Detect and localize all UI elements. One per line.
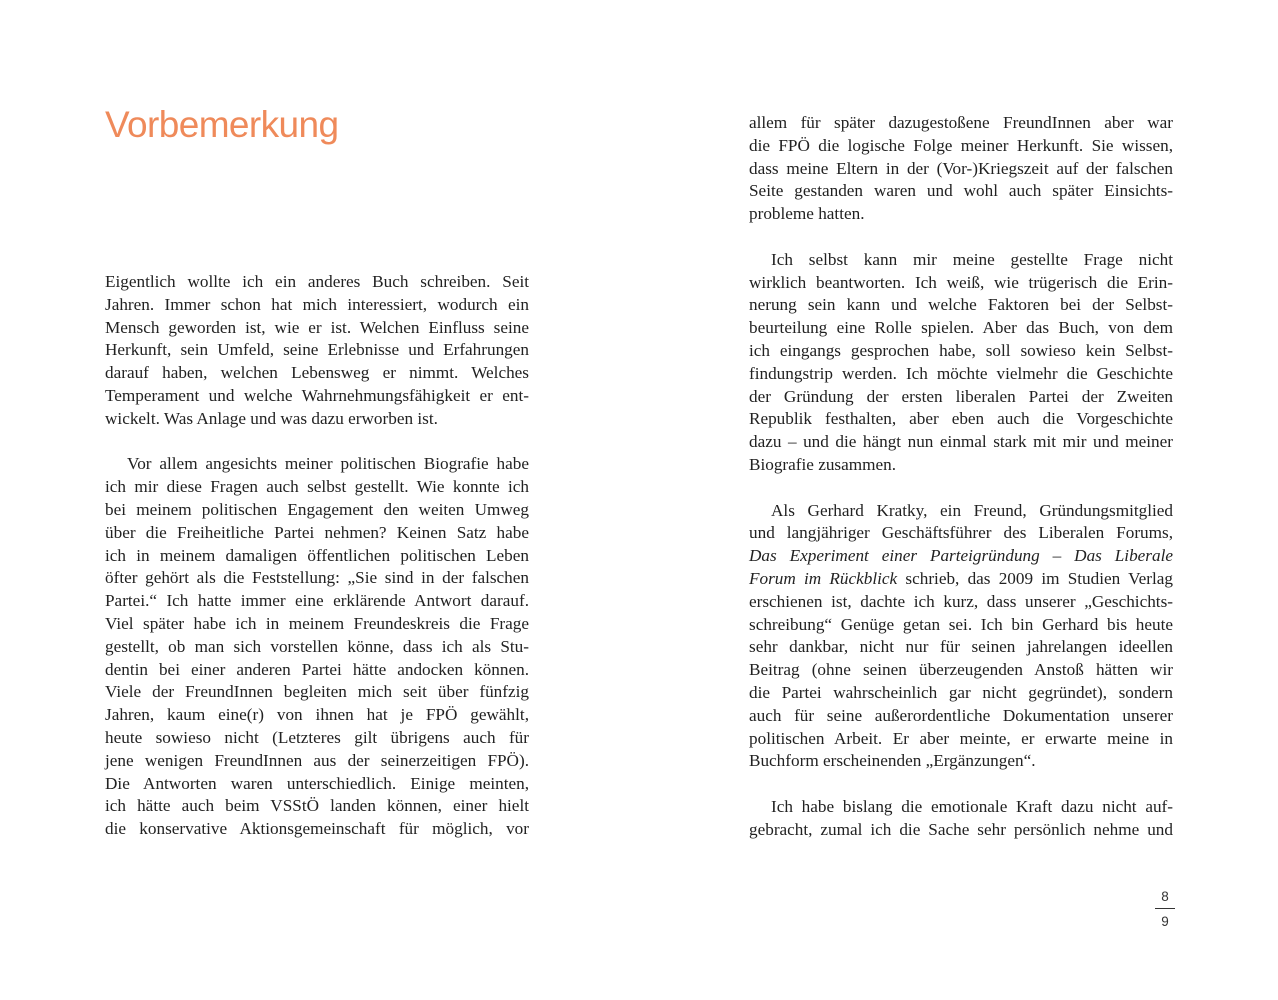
paragraph <box>749 249 1173 477</box>
text-line: der Gründung der ersten liberalen Partei der Zweiten <box>749 386 1173 406</box>
text-line: über die Freiheitliche Partei nehmen? Keinen Satz habe <box>105 522 529 542</box>
page-number-divider <box>1155 908 1175 909</box>
left-page-number: 8 <box>1161 889 1169 904</box>
text-line: sehr dankbar, nicht nur für seinen jahrelangen ideellen <box>749 637 1173 657</box>
book-title-fragment: Forum im Rückblick <box>749 568 898 588</box>
text-line: Republik festhalten, aber eben auch die Vorgeschichte <box>749 409 1173 429</box>
text-line: die FPÖ die logische Folge meiner Herkunft. Sie wissen, <box>749 135 1173 155</box>
text-line: Temperament und welche Wahrnehmungsfähigkeit er ent- <box>105 385 529 405</box>
text-line: wirklich beantworten. Ich weiß, wie trügerisch die Erin- <box>749 272 1173 292</box>
paragraph <box>105 453 529 841</box>
text-line: und langjähriger Geschäftsführer des Liberalen Forums, <box>749 523 1173 543</box>
text-line: Viele der FreundInnen begleiten mich seit über fünfzig <box>105 682 529 702</box>
text-line <box>749 568 1173 591</box>
text-line: probleme hatten. <box>749 204 865 224</box>
text-line: beurteilung eine Rolle spielen. Aber das Buch, von dem <box>749 318 1173 338</box>
book-title-line: Das Experiment einer Parteigründung – Das Liberale <box>749 546 1173 566</box>
text-line: Ich habe bislang die emotionale Kraft dazu nicht auf- <box>771 796 1173 816</box>
text-line: Vor allem angesichts meiner politischen Biografie habe <box>127 454 529 474</box>
text-line: Partei.“ Ich hatte immer eine erklärende Antwort darauf. <box>105 591 529 611</box>
text-line: dass meine Eltern in der (Vor-)Kriegszeit auf der falschen <box>749 158 1173 178</box>
text-line: wickelt. Was Anlage und was dazu erworben ist. <box>105 408 438 428</box>
right-page-number: 9 <box>1161 914 1169 929</box>
page-numbers <box>1152 888 1178 931</box>
text-line: Ich selbst kann mir meine gestellte Frage nicht <box>771 249 1173 269</box>
text-line: Beitrag (ohne seinen überzeugenden Anstoß hätten wir <box>749 660 1173 680</box>
text-line: gebracht, zumal ich die Sache sehr persönlich nehme und <box>749 819 1173 839</box>
paragraph <box>749 500 1173 774</box>
text-line: Mensch geworden ist, wie er ist. Welchen Einfluss seine <box>105 317 529 337</box>
text-line: allem für später dazugestoßene FreundInnen aber war <box>749 113 1173 132</box>
text-line: öfter gehört als die Feststellung: „Sie sind in der falschen <box>105 568 529 588</box>
text-line: Seite gestanden waren und wohl auch später Einsichts- <box>749 181 1173 201</box>
text-line: Biografie zusammen. <box>749 454 897 474</box>
text-line: erschienen ist, dachte ich kurz, dass unserer „Geschichts- <box>749 591 1173 611</box>
text-line: Jahren. Immer schon hat mich interessiert, wodurch ein <box>105 294 529 314</box>
chapter-heading: Vorbemerkung <box>105 104 339 145</box>
text-line: ich in meinem damaligen öffentlichen politischen Leben <box>105 545 529 565</box>
text-line: ich eingangs gesprochen habe, soll sowieso kein Selbst- <box>749 340 1173 360</box>
text-line: jene wenigen FreundInnen aus der seinerzeitigen FPÖ). <box>105 750 529 770</box>
text-line: nerung sein kann und welche Faktoren bei der Selbst- <box>749 295 1173 315</box>
text-fragment: schrieb, das 2009 im Studien Verlag <box>897 568 1173 588</box>
text-line: auch für seine außerordentliche Dokumentation unserer <box>749 705 1173 725</box>
text-line: politischen Arbeit. Er aber meinte, er erwarte meine in <box>749 728 1173 748</box>
text-line: Die Antworten waren unterschiedlich. Einige meinten, <box>105 773 529 793</box>
text-line: Viel später habe ich in meinem Freundeskreis die Frage <box>105 613 529 633</box>
text-line: ich hätte auch beim VSStÖ landen können, einer hielt <box>105 796 529 816</box>
text-line: Jahren, kaum eine(r) von ihnen hat je FPÖ gewählt, <box>105 705 529 725</box>
text-line: findungstrip werden. Ich möchte vielmehr die Geschichte <box>749 363 1173 383</box>
paragraph <box>105 271 529 431</box>
left-page-text <box>105 271 529 841</box>
text-line: dazu – und die hängt nun einmal stark mit mir und meiner <box>749 432 1173 452</box>
text-line: bei meinem politischen Engagement den weiten Umweg <box>105 499 529 519</box>
text-line: die Partei wahrscheinlich gar nicht gegründet), sondern <box>749 682 1173 702</box>
right-page-text <box>749 112 1173 842</box>
text-line: gestellt, ob man sich vorstellen könne, dass ich als Stu- <box>105 636 529 656</box>
text-line: Herkunft, sein Umfeld, seine Erlebnisse und Erfahrungen <box>105 340 529 360</box>
text-line: ich mir diese Fragen auch selbst gestellt. Wie konnte ich <box>105 477 529 497</box>
text-line: Als Gerhard Kratky, ein Freund, Gründungsmitglied <box>771 500 1173 520</box>
text-line: Buchform erscheinenden „Ergänzungen“. <box>749 751 1036 771</box>
text-line: Eigentlich wollte ich ein anderes Buch schreiben. Seit <box>105 272 529 291</box>
text-line: darauf haben, welchen Lebensweg er nimmt. Welches <box>105 363 529 383</box>
text-line: dentin bei einer anderen Partei hätte andocken können. <box>105 659 529 679</box>
text-line: heute sowieso nicht (Letzteres gilt übrigens auch für <box>105 727 529 747</box>
text-line: die konservative Aktionsgemeinschaft für möglich, vor <box>105 819 529 839</box>
paragraph <box>749 796 1173 842</box>
text-line: schreibung“ Genüge getan sei. Ich bin Gerhard bis heute <box>749 614 1173 634</box>
paragraph <box>749 112 1173 226</box>
